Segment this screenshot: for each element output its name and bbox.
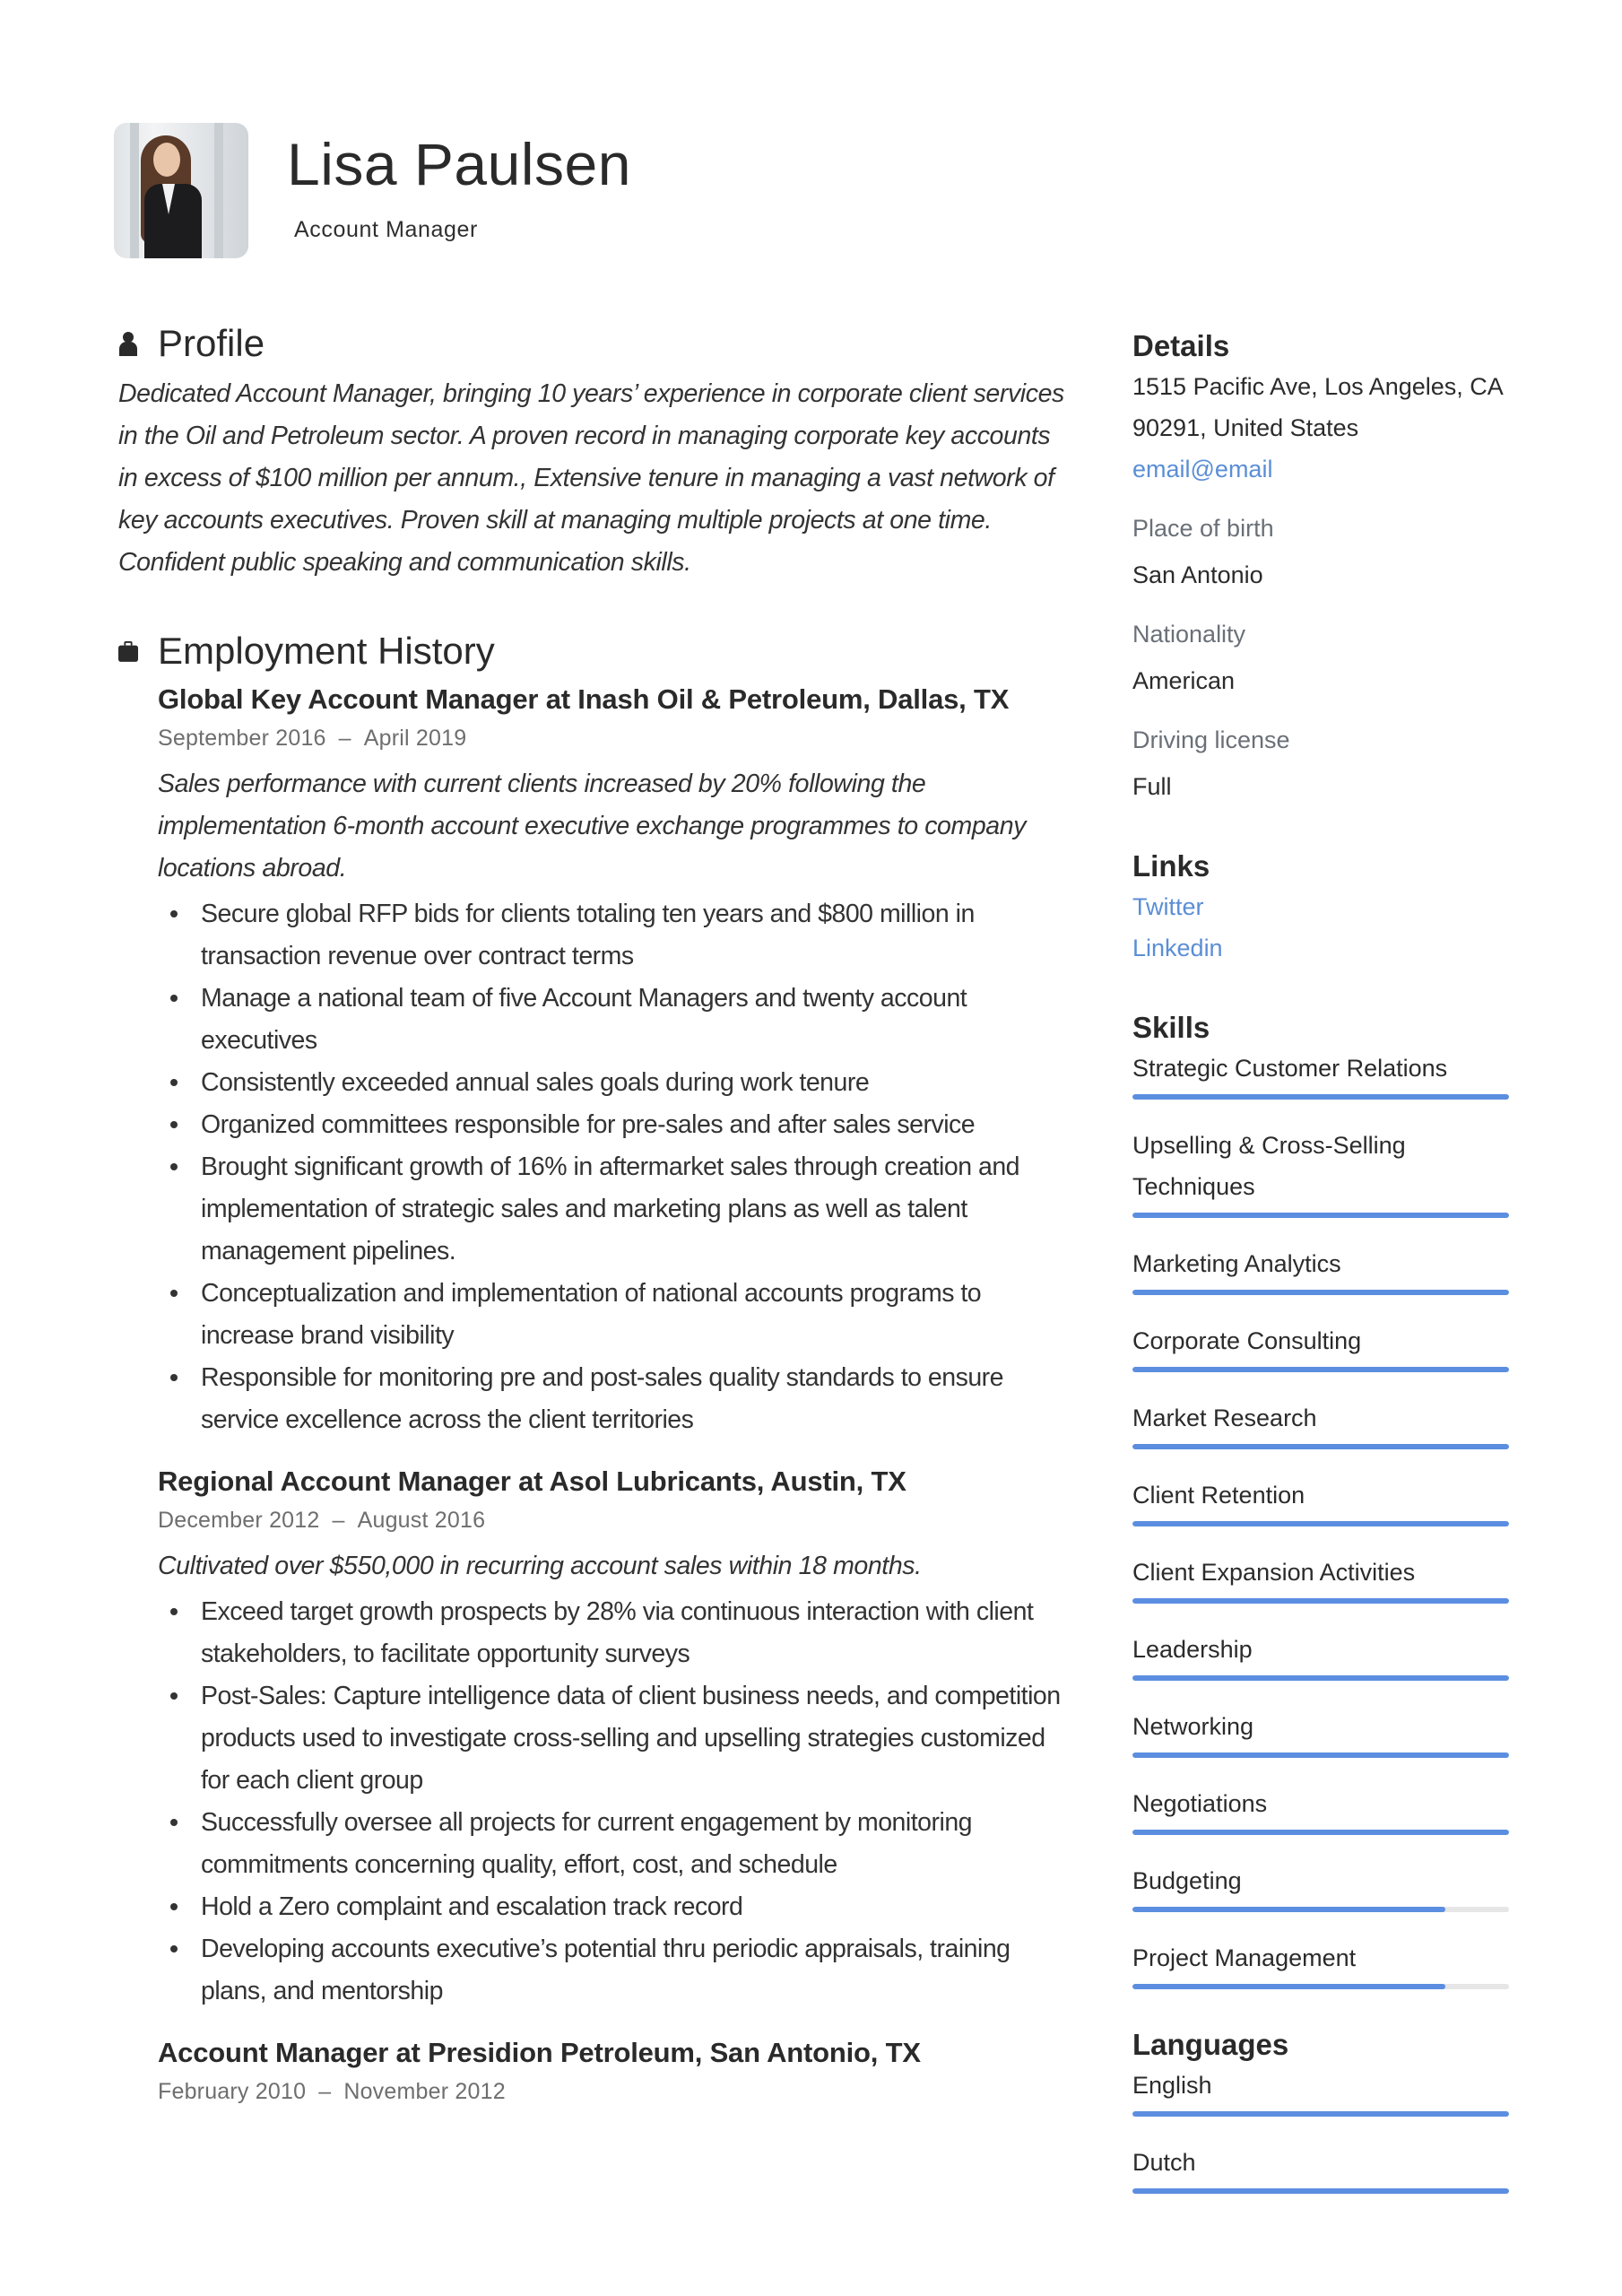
skill-name: Budgeting: [1132, 1867, 1242, 1894]
skills-heading: Skills: [1132, 1011, 1210, 1044]
photo-blazer: [144, 184, 202, 258]
job-title: Regional Account Manager at Asol Lubricants, Austin, TX: [158, 1465, 906, 1497]
language-level-bar: [1132, 2188, 1509, 2194]
linkedin-link[interactable]: Linkedin: [1132, 935, 1223, 961]
language-level-fill: [1132, 2188, 1509, 2194]
employment-section-header: [118, 629, 1069, 674]
job-summary: Sales performance with current clients increased by 20% following the implementation 6-month account executive exchange programmes to company locations abroad.: [158, 770, 1027, 883]
job-bullets: [158, 1591, 1069, 2013]
job-bullet: Manage a national team of five Account Managers and twenty account executives: [158, 978, 1069, 1062]
skill-item: [1132, 1783, 1509, 1835]
skill-level-bar: [1132, 1830, 1509, 1835]
sidebar: [1132, 326, 1509, 2219]
details-heading: Details: [1132, 329, 1230, 362]
skill-level-bar: [1132, 1094, 1509, 1100]
skill-name: Strategic Customer Relations: [1132, 1055, 1448, 1082]
job-bullet: Successfully oversee all projects for current engagement by monitoring commitments concerning quality, effort, cost, and schedule: [158, 1802, 1069, 1886]
place-of-birth-label: Place of birth: [1132, 515, 1274, 542]
skill-item: [1132, 1397, 1509, 1449]
skill-name: Leadership: [1132, 1636, 1253, 1663]
skill-level-bar: [1132, 1984, 1509, 1989]
job-bullet: Responsible for monitoring pre and post-sales quality standards to ensure service excellence across the client territories: [158, 1357, 1069, 1441]
twitter-link[interactable]: Twitter: [1132, 893, 1204, 920]
job-bullet: Post-Sales: Capture intelligence data of client business needs, and competition products used to investigate cross-selling and upselling strategies customized for each client group: [158, 1675, 1069, 1802]
skill-level-fill: [1132, 1752, 1509, 1758]
skill-name: Corporate Consulting: [1132, 1327, 1362, 1354]
place-of-birth-value: San Antonio: [1132, 561, 1263, 588]
job-end-date: August 2016: [357, 1508, 486, 1533]
skill-level-bar: [1132, 1444, 1509, 1449]
language-level-fill: [1132, 2111, 1509, 2117]
skill-level-bar: [1132, 1367, 1509, 1372]
skill-name: Client Retention: [1132, 1482, 1305, 1509]
skill-level-fill: [1132, 1444, 1509, 1449]
job-dates: [158, 720, 1069, 756]
date-separator: –: [318, 2079, 332, 2104]
address-line-2: 90291, United States: [1132, 414, 1359, 441]
job-bullet: Conceptualization and implementation of national accounts programs to increase brand visibility: [158, 1273, 1069, 1357]
profile-heading: Profile: [158, 322, 265, 364]
job-bullet: Secure global RFP bids for clients totaling ten years and $800 million in transaction revenue over contract terms: [158, 893, 1069, 978]
job-end-date: April 2019: [363, 726, 467, 751]
skill-name: Project Management: [1132, 1944, 1357, 1971]
skill-name: Client Expansion Activities: [1132, 1559, 1416, 1586]
skill-item: [1132, 1125, 1509, 1218]
language-name: Dutch: [1132, 2149, 1196, 2176]
photo-face: [153, 143, 180, 177]
job-bullets: [158, 893, 1069, 1441]
job-start-date: September 2016: [158, 726, 326, 751]
email-link[interactable]: email@email: [1132, 456, 1273, 483]
job-summary: Cultivated over $550,000 in recurring account sales within 18 months.: [158, 1552, 922, 1580]
language-name: English: [1132, 2072, 1212, 2099]
skill-level-fill: [1132, 1094, 1509, 1100]
nationality-value: American: [1132, 667, 1236, 694]
job-bullet: Consistently exceeded annual sales goals during work tenure: [158, 1062, 1069, 1104]
photo-background: [130, 123, 139, 258]
skill-level-bar: [1132, 1598, 1509, 1604]
job-title: Global Key Account Manager at Inash Oil & Petroleum, Dallas, TX: [158, 683, 1010, 715]
job-start-date: December 2012: [158, 1508, 320, 1533]
driving-license-value: Full: [1132, 773, 1172, 800]
skills-list: [1132, 1048, 1509, 1989]
skill-name: Marketing Analytics: [1132, 1250, 1341, 1277]
skill-level-fill: [1132, 1598, 1509, 1604]
candidate-name: Lisa Paulsen: [287, 131, 631, 197]
skill-level-fill: [1132, 1830, 1509, 1835]
skill-level-bar: [1132, 1521, 1509, 1526]
briefcase-icon: [118, 638, 138, 665]
links-heading: Links: [1132, 849, 1210, 883]
skill-item: [1132, 1320, 1509, 1372]
job-dates: [158, 1502, 1069, 1538]
driving-license-label: Driving license: [1132, 726, 1290, 753]
job-bullet: Hold a Zero complaint and escalation track record: [158, 1886, 1069, 1928]
skill-level-bar: [1132, 1675, 1509, 1681]
skill-item: [1132, 1706, 1509, 1758]
skill-item: [1132, 1048, 1509, 1100]
languages-heading: Languages: [1132, 2028, 1289, 2061]
language-item: [1132, 2065, 1509, 2117]
date-separator: –: [332, 1508, 345, 1533]
job-entry: [158, 1461, 1069, 2013]
skill-level-fill: [1132, 1290, 1509, 1295]
job-entry: [158, 2032, 1069, 2109]
job-bullet: Organized committees responsible for pre-sales and after sales service: [158, 1104, 1069, 1146]
job-start-date: February 2010: [158, 2079, 307, 2104]
skill-name: Negotiations: [1132, 1790, 1268, 1817]
job-bullet: Exceed target growth prospects by 28% via continuous interaction with client stakeholders, to facilitate opportunity surveys: [158, 1591, 1069, 1675]
skill-level-fill: [1132, 1984, 1445, 1989]
language-level-bar: [1132, 2111, 1509, 2117]
employment-heading: Employment History: [158, 630, 495, 672]
profile-photo: [114, 123, 248, 258]
skill-name: Upselling & Cross-Selling Techniques: [1132, 1132, 1406, 1200]
skill-name: Networking: [1132, 1713, 1254, 1740]
skill-item: [1132, 1629, 1509, 1681]
skill-level-bar: [1132, 1907, 1509, 1912]
profile-summary: Dedicated Account Manager, bringing 10 years’ experience in corporate client services in the Oil and Petroleum sector. A proven record in managing corporate key accounts in excess of $100 million per annum., Extensive tenure in managing a vast network of key accounts executives. Proven skill at managing multiple projects at one time. Confident public speaking and communication skills.: [118, 379, 1064, 577]
job-bullet: Developing accounts executive’s potential thru periodic appraisals, training plans, and mentorship: [158, 1928, 1069, 2013]
date-separator: –: [338, 726, 351, 751]
photo-background: [214, 123, 223, 258]
candidate-title: Account Manager: [294, 217, 478, 242]
languages-list: [1132, 2065, 1509, 2194]
job-end-date: November 2012: [343, 2079, 506, 2104]
nationality-label: Nationality: [1132, 621, 1246, 648]
skill-level-bar: [1132, 1290, 1509, 1295]
skill-item: [1132, 1474, 1509, 1526]
person-icon: [118, 330, 138, 357]
address-line-1: 1515 Pacific Ave, Los Angeles, CA: [1132, 373, 1504, 400]
skill-level-fill: [1132, 1675, 1509, 1681]
skill-item: [1132, 1552, 1509, 1604]
job-entry: [158, 679, 1069, 1441]
profile-section-header: [118, 321, 1069, 366]
skill-level-fill: [1132, 1907, 1445, 1912]
job-title: Account Manager at Presidion Petroleum, San Antonio, TX: [158, 2037, 921, 2068]
skill-level-fill: [1132, 1367, 1509, 1372]
main-column: [118, 321, 1069, 2109]
language-item: [1132, 2142, 1509, 2194]
skill-level-fill: [1132, 1213, 1509, 1218]
skill-level-bar: [1132, 1752, 1509, 1758]
skill-name: Market Research: [1132, 1405, 1317, 1431]
job-dates: [158, 2074, 1069, 2109]
job-bullet: Brought significant growth of 16% in aftermarket sales through creation and implementation of strategic sales and marketing plans as well as talent management pipelines.: [158, 1146, 1069, 1273]
skill-item: [1132, 1937, 1509, 1989]
job-list: [158, 679, 1069, 2109]
skill-item: [1132, 1860, 1509, 1912]
skill-level-bar: [1132, 1213, 1509, 1218]
skill-level-fill: [1132, 1521, 1509, 1526]
skill-item: [1132, 1243, 1509, 1295]
